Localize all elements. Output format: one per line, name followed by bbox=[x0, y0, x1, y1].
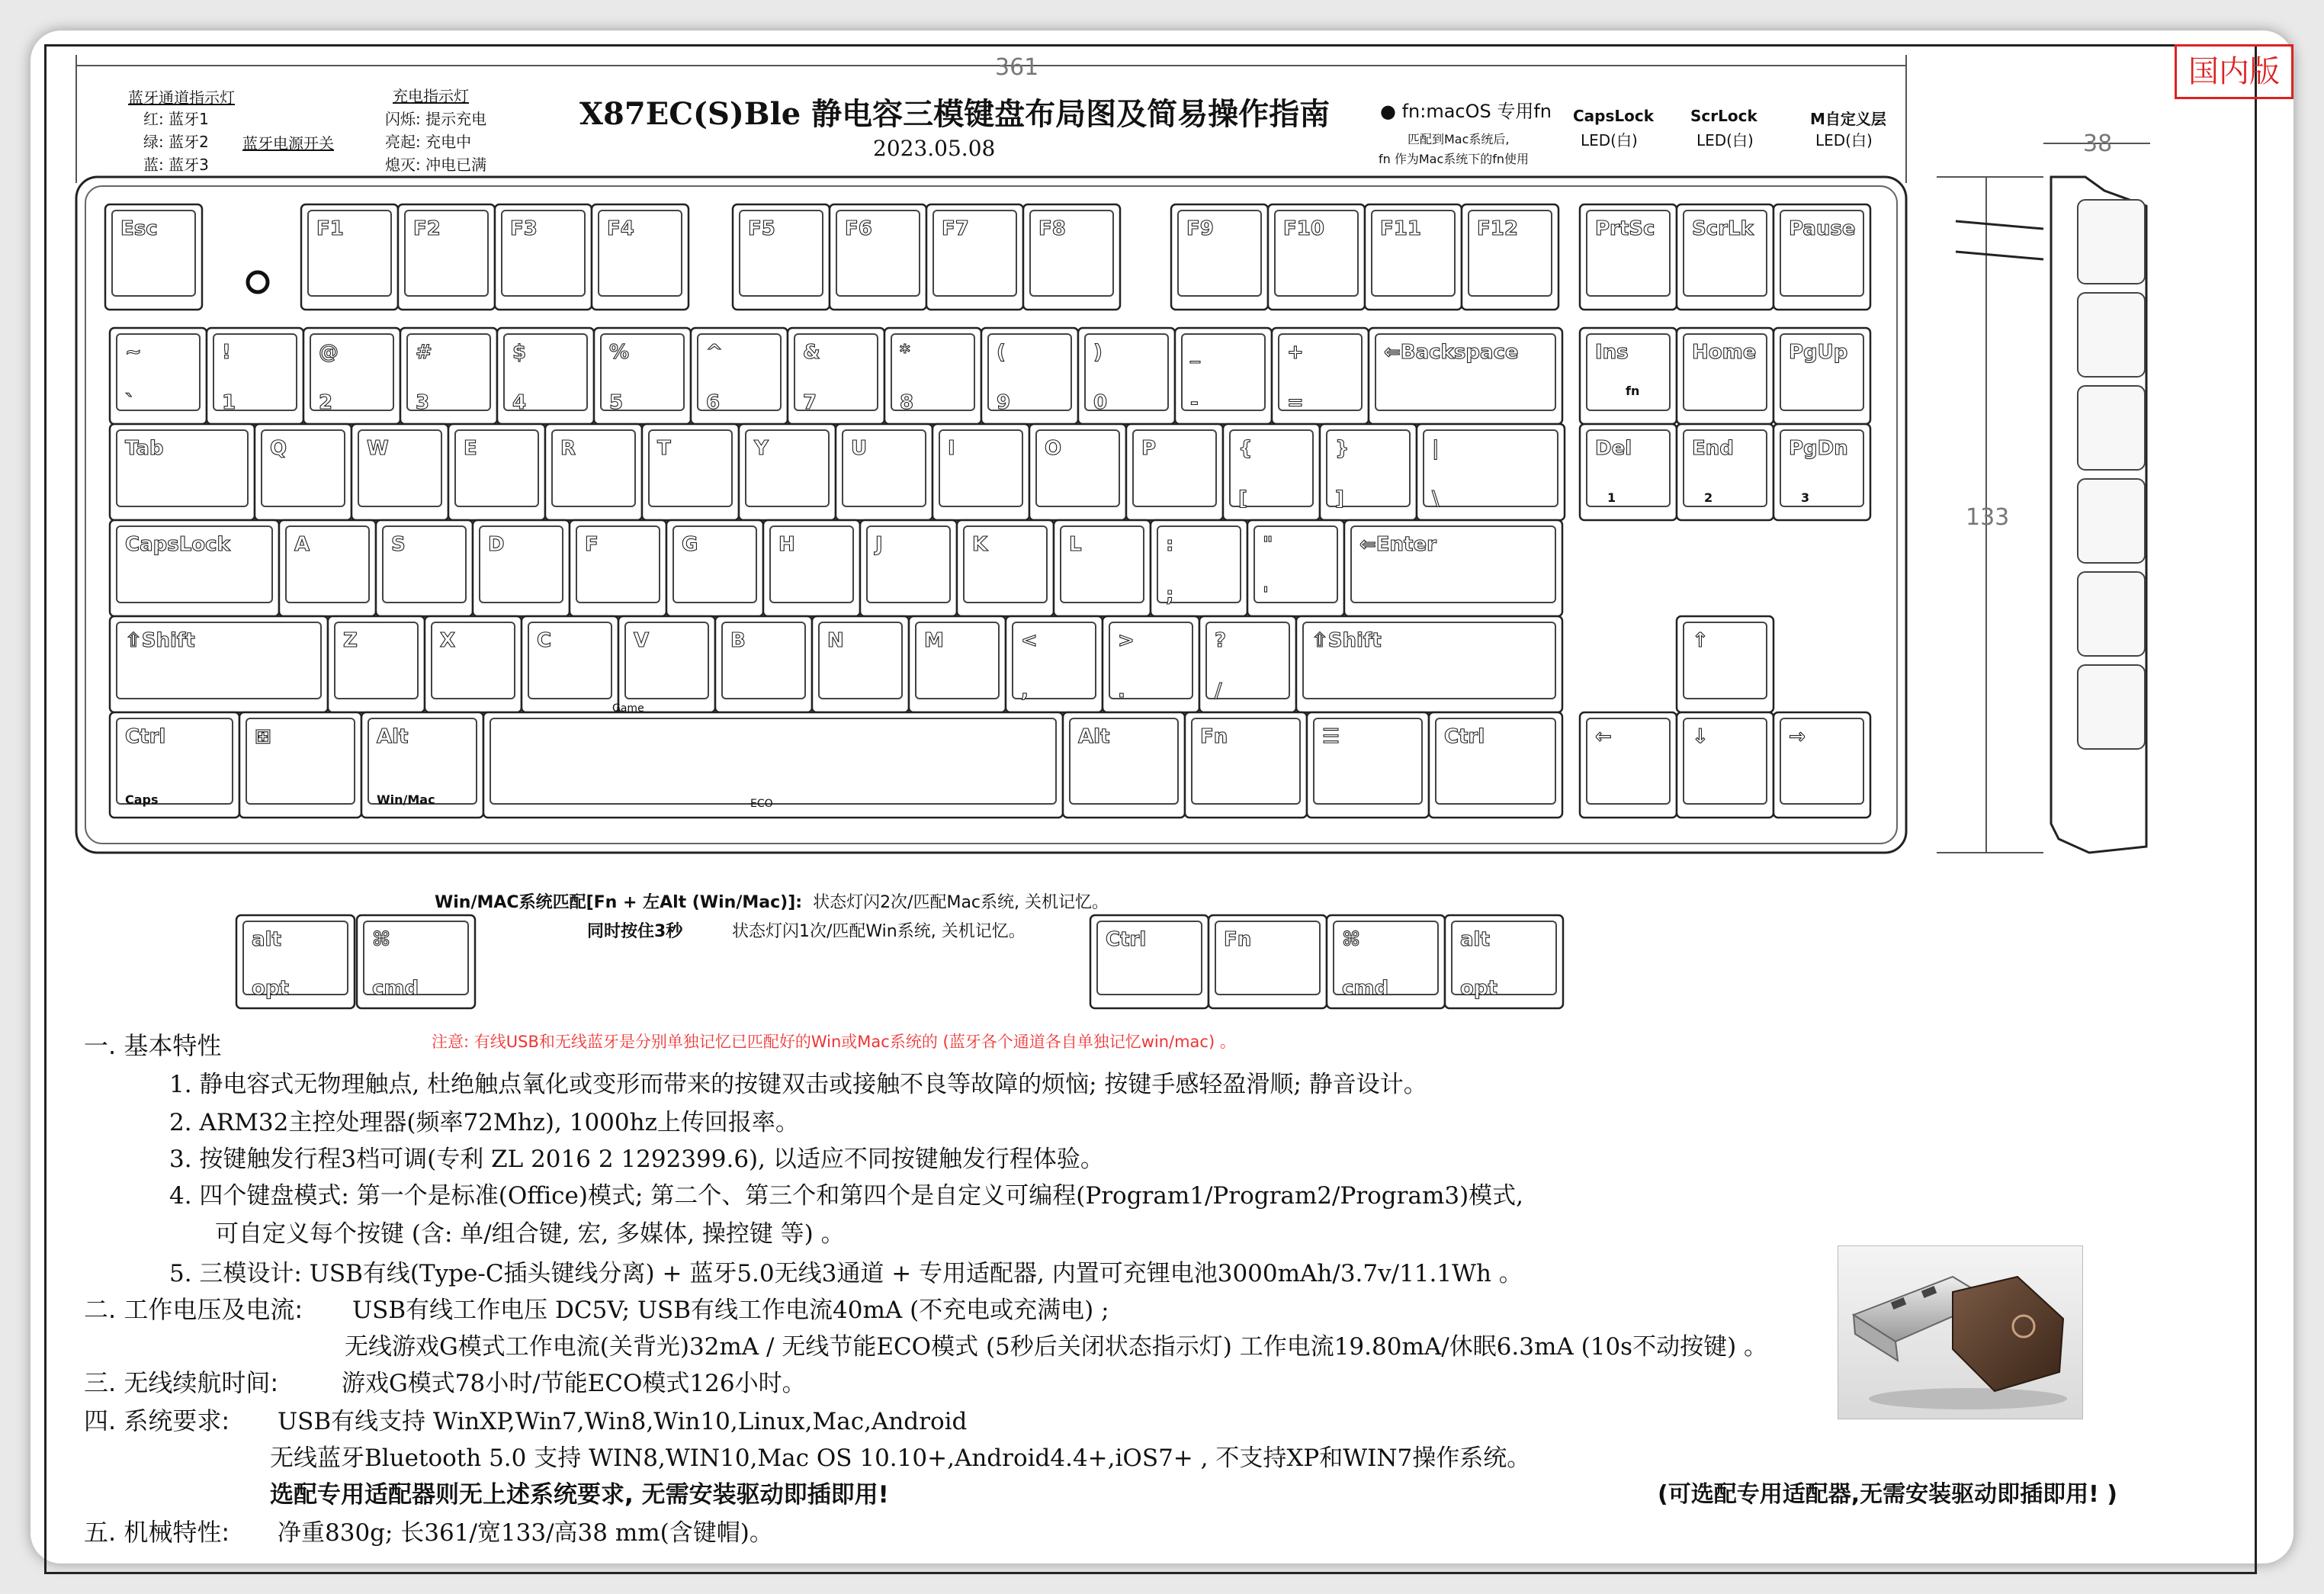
key-tab bbox=[110, 424, 255, 520]
svg-text:F1: F1 bbox=[316, 217, 344, 240]
svg-text:R: R bbox=[560, 437, 576, 460]
pairing-key-win bbox=[1327, 915, 1445, 1008]
svg-text:K: K bbox=[972, 533, 988, 556]
key-l bbox=[1054, 520, 1151, 616]
section-title: 一. 基本特性 bbox=[84, 1031, 222, 1060]
section-title: 三. 无线续航时间: bbox=[84, 1368, 279, 1397]
pairing-win: 状态灯闪1次/匹配Win系统, 关机记忆。 bbox=[732, 922, 1026, 941]
key-q bbox=[255, 424, 351, 520]
key-f bbox=[570, 520, 666, 616]
svg-text:(: ( bbox=[997, 341, 1006, 364]
svg-text:opt: opt bbox=[1460, 977, 1497, 1000]
key-z bbox=[328, 616, 425, 712]
key-number-row bbox=[884, 328, 981, 424]
key-bracket bbox=[1320, 424, 1417, 520]
svg-text:Ctrl: Ctrl bbox=[1106, 928, 1147, 951]
key-ins bbox=[1580, 328, 1677, 424]
key-number-row bbox=[303, 328, 400, 424]
feature-item: 2. ARM32主控处理器(频率72Mhz), 1000hz上传回报率。 bbox=[169, 1109, 799, 1136]
svg-text:Pause: Pause bbox=[1789, 217, 1856, 240]
usb-adapter-photo bbox=[1838, 1245, 2083, 1419]
svg-text:fn: fn bbox=[1626, 384, 1640, 398]
svg-text:F: F bbox=[585, 533, 599, 556]
led-label: ScrLock bbox=[1690, 107, 1757, 125]
key-pgup bbox=[1773, 328, 1870, 424]
svg-text:@: @ bbox=[319, 341, 339, 364]
svg-text:*: * bbox=[900, 341, 910, 364]
charge-indicator-line: 熄灭: 冲电已满 bbox=[385, 156, 487, 174]
svg-text:Y: Y bbox=[754, 437, 769, 460]
svg-text:Ctrl: Ctrl bbox=[125, 725, 166, 748]
section-title: 四. 系统要求: bbox=[84, 1406, 230, 1435]
apple-icon: ● bbox=[1380, 101, 1402, 122]
key-bracket bbox=[1417, 424, 1565, 520]
pairing-key-win bbox=[1209, 915, 1327, 1008]
key-right-shift bbox=[1296, 616, 1562, 712]
svg-text:PgDn: PgDn bbox=[1789, 437, 1848, 460]
key-win bbox=[239, 712, 361, 818]
svg-text:↑: ↑ bbox=[1692, 629, 1709, 652]
key-arrow-right bbox=[1773, 712, 1870, 818]
key-y bbox=[739, 424, 836, 520]
bt-indicator-line: 绿: 蓝牙2 bbox=[143, 133, 209, 151]
key-f2 bbox=[398, 204, 495, 310]
svg-text:←: ← bbox=[1595, 725, 1612, 748]
svg-text:↓: ↓ bbox=[1692, 725, 1709, 748]
svg-text:F11: F11 bbox=[1380, 217, 1421, 240]
doc-date: 2023.05.08 bbox=[873, 136, 996, 161]
key-arrow-left bbox=[1580, 712, 1677, 818]
svg-text:F9: F9 bbox=[1186, 217, 1214, 240]
svg-text:☰: ☰ bbox=[1322, 725, 1340, 748]
svg-text:<: < bbox=[1021, 629, 1038, 652]
height-dimension: 38 bbox=[2083, 130, 2113, 157]
key-d bbox=[473, 520, 570, 616]
mechanical-spec: 净重830g; 长361/宽133/高38 mm(含键帽)。 bbox=[278, 1519, 773, 1547]
key-v bbox=[618, 616, 715, 712]
svg-text:7: 7 bbox=[803, 391, 817, 414]
svg-text:8: 8 bbox=[900, 391, 914, 414]
key-number-row bbox=[207, 328, 303, 424]
svg-text:⊞: ⊞ bbox=[255, 725, 271, 748]
svg-text:Ins: Ins bbox=[1595, 341, 1629, 364]
svg-text:L: L bbox=[1069, 533, 1082, 556]
svg-text:PgUp: PgUp bbox=[1789, 341, 1848, 364]
voltage-line: USB有线工作电压 DC5V; USB有线工作电流40mA (不充电或充满电) ; bbox=[352, 1297, 1109, 1324]
led-sub: LED(白) bbox=[1815, 131, 1873, 149]
key-backspace bbox=[1369, 328, 1562, 424]
key-f4 bbox=[592, 204, 689, 310]
key-right-alt bbox=[1063, 712, 1185, 818]
key-e bbox=[448, 424, 545, 520]
system-line: USB有线支持 WinXP,Win7,Win8,Win10,Linux,Mac,Android bbox=[278, 1408, 968, 1435]
key-j bbox=[860, 520, 957, 616]
svg-text:Del: Del bbox=[1595, 437, 1632, 460]
key-arrow-up bbox=[1677, 616, 1773, 712]
key-esc bbox=[105, 204, 202, 310]
pairing-key-mac bbox=[236, 915, 355, 1008]
key-number-row bbox=[110, 328, 207, 424]
key-h bbox=[763, 520, 860, 616]
svg-text:&: & bbox=[803, 341, 820, 364]
svg-text:V: V bbox=[634, 629, 650, 652]
key-pause bbox=[1773, 204, 1870, 310]
svg-text:M: M bbox=[924, 629, 944, 652]
svg-text:F2: F2 bbox=[413, 217, 441, 240]
key-capslock bbox=[110, 520, 279, 616]
feature-item: 可自定义每个按键 (含: 单/组合键, 宏, 多媒体, 操控键 等) 。 bbox=[215, 1220, 845, 1248]
svg-text:[: [ bbox=[1238, 487, 1247, 510]
depth-dimension: 133 bbox=[1966, 504, 2010, 531]
svg-text:⇧Shift: ⇧Shift bbox=[1311, 629, 1382, 652]
led-sub: LED(白) bbox=[1696, 131, 1754, 149]
svg-text:C: C bbox=[537, 629, 552, 652]
svg-text:U: U bbox=[851, 437, 868, 460]
svg-text:4: 4 bbox=[512, 391, 527, 414]
key-right-ctrl bbox=[1429, 712, 1562, 818]
svg-text:⇐Enter: ⇐Enter bbox=[1359, 533, 1436, 556]
svg-text:Q: Q bbox=[270, 437, 287, 460]
key-number-row bbox=[691, 328, 788, 424]
svg-text:): ) bbox=[1093, 341, 1103, 364]
svg-text:N: N bbox=[827, 629, 844, 652]
key-home bbox=[1677, 328, 1773, 424]
key-nav bbox=[1677, 424, 1773, 520]
page-title: X87EC(S)Ble 静电容三模键盘布局图及简易操作指南 bbox=[579, 96, 1331, 132]
svg-text:End: End bbox=[1692, 437, 1734, 460]
svg-text:CapsLock: CapsLock bbox=[125, 533, 230, 556]
svg-text:>: > bbox=[1118, 629, 1135, 652]
svg-text:⌘: ⌘ bbox=[1342, 928, 1361, 951]
svg-text:!: ! bbox=[222, 341, 231, 364]
svg-text:+: + bbox=[1287, 341, 1304, 364]
key-enter bbox=[1344, 520, 1562, 616]
key-n bbox=[812, 616, 909, 712]
svg-text:D: D bbox=[488, 533, 505, 556]
svg-text:2: 2 bbox=[1704, 490, 1713, 505]
svg-text:W: W bbox=[367, 437, 389, 460]
svg-text:Tab: Tab bbox=[125, 437, 164, 460]
key-left-alt bbox=[361, 712, 483, 818]
svg-text:O: O bbox=[1045, 437, 1062, 460]
pairing-key-mac bbox=[357, 915, 475, 1008]
svg-text:=: = bbox=[1287, 391, 1304, 414]
key-k bbox=[957, 520, 1054, 616]
svg-text:cmd: cmd bbox=[1342, 977, 1389, 1000]
svg-text:;: ; bbox=[1166, 583, 1174, 606]
key-p bbox=[1126, 424, 1223, 520]
feature-item: 5. 三模设计: USB有线(Type-C插头键线分离) + 蓝牙5.0无线3通道 + 专用适配器, 内置可充锂电池3000mAh/3.7v/11.1Wh 。 bbox=[169, 1260, 1523, 1287]
svg-text:F5: F5 bbox=[748, 217, 775, 240]
key-number-row bbox=[981, 328, 1078, 424]
svg-text:?: ? bbox=[1215, 629, 1227, 652]
key-f12 bbox=[1462, 204, 1558, 310]
key-f3 bbox=[495, 204, 592, 310]
key-o bbox=[1029, 424, 1126, 520]
led-label: M自定义层 bbox=[1810, 110, 1886, 128]
svg-text:Home: Home bbox=[1692, 341, 1757, 364]
svg-text:Esc: Esc bbox=[120, 217, 158, 240]
led-sub: LED(白) bbox=[1581, 131, 1638, 149]
svg-text:A: A bbox=[294, 533, 310, 556]
svg-text:Ctrl: Ctrl bbox=[1444, 725, 1485, 748]
svg-text:F12: F12 bbox=[1477, 217, 1518, 240]
svg-text:G: G bbox=[682, 533, 698, 556]
svg-text:3: 3 bbox=[416, 391, 430, 414]
svg-text:H: H bbox=[778, 533, 795, 556]
key-a bbox=[279, 520, 376, 616]
key-r bbox=[545, 424, 642, 520]
svg-text:Caps: Caps bbox=[125, 792, 159, 807]
section-title: 五. 机械特性: bbox=[84, 1518, 230, 1547]
key-menu bbox=[1307, 712, 1429, 818]
svg-text:]: ] bbox=[1335, 487, 1344, 510]
system-line: 无线蓝牙Bluetooth 5.0 支持 WIN8,WIN10,Mac OS 10.10+,Android4.4+,iOS7+ , 不支持XP和WIN7操作系统。 bbox=[270, 1445, 1531, 1472]
svg-text:}: } bbox=[1335, 437, 1350, 460]
key-punct bbox=[1199, 616, 1296, 712]
key-arrow-down bbox=[1677, 712, 1773, 818]
system-line: 选配专用适配器则无上述系统要求, 无需安装驱动即插即用! bbox=[270, 1481, 889, 1509]
key-sublabel: ECO bbox=[750, 798, 773, 810]
svg-text:_: _ bbox=[1190, 341, 1200, 364]
key-c bbox=[522, 616, 618, 712]
feature-item: 1. 静电容式无物理触点, 杜绝触点氧化或变形而带来的按键双击或接触不良等故障的烦恼; 按键手感轻盈滑顺; 静音设计。 bbox=[169, 1071, 1427, 1098]
svg-text:3: 3 bbox=[1801, 490, 1810, 505]
key-f10 bbox=[1268, 204, 1365, 310]
svg-text:F10: F10 bbox=[1283, 217, 1324, 240]
key-f11 bbox=[1365, 204, 1462, 310]
svg-text:F7: F7 bbox=[942, 217, 969, 240]
key-prtsc bbox=[1580, 204, 1677, 310]
key-semicolon bbox=[1151, 520, 1247, 616]
key-f6 bbox=[830, 204, 926, 310]
key-layer bbox=[105, 204, 1870, 818]
svg-text:1: 1 bbox=[1607, 490, 1616, 505]
key-sublabel: Game bbox=[612, 702, 644, 715]
svg-text:6: 6 bbox=[706, 391, 721, 414]
svg-text:⇐Backspace: ⇐Backspace bbox=[1384, 341, 1519, 364]
svg-text:#: # bbox=[416, 341, 432, 364]
svg-text:1: 1 bbox=[222, 391, 236, 414]
svg-text:.: . bbox=[1118, 680, 1125, 702]
bt-power-label: 蓝牙电源开关 bbox=[242, 134, 334, 153]
svg-text:S: S bbox=[391, 533, 406, 556]
svg-text:F6: F6 bbox=[845, 217, 872, 240]
charge-indicator-line: 闪烁: 提示充电 bbox=[385, 110, 487, 128]
svg-text:|: | bbox=[1432, 437, 1440, 460]
key-nav bbox=[1773, 424, 1870, 520]
key-b bbox=[715, 616, 812, 712]
svg-text:': ' bbox=[1263, 583, 1269, 606]
svg-text:PrtSc: PrtSc bbox=[1595, 217, 1655, 240]
key-u bbox=[836, 424, 932, 520]
key-x bbox=[425, 616, 522, 712]
svg-text:^: ^ bbox=[706, 341, 723, 364]
svg-text:2: 2 bbox=[319, 391, 333, 414]
pairing-line: Win/MAC系统匹配[Fn + 左Alt (Win/Mac)]: 状态灯闪2次/匹配Mac系统, 关机记忆。 bbox=[435, 893, 1109, 912]
key-w bbox=[351, 424, 448, 520]
svg-text:": " bbox=[1263, 533, 1273, 556]
key-number-row bbox=[1175, 328, 1272, 424]
svg-text:B: B bbox=[730, 629, 746, 652]
key-f1 bbox=[301, 204, 398, 310]
svg-text:~: ~ bbox=[125, 341, 142, 364]
svg-text:Alt: Alt bbox=[377, 725, 409, 748]
svg-text:F3: F3 bbox=[510, 217, 538, 240]
battery-life: 游戏G模式78小时/节能ECO模式126小时。 bbox=[342, 1370, 806, 1397]
feature-item: 3. 按键触发行程3档可调(专利 ZL 2016 2 1292399.6), 以适应不同按键触发行程体验。 bbox=[169, 1146, 1104, 1173]
svg-text:\: \ bbox=[1432, 487, 1440, 510]
svg-text:ScrLk: ScrLk bbox=[1692, 217, 1754, 240]
key-left-shift bbox=[110, 616, 328, 712]
svg-text:{: { bbox=[1238, 437, 1253, 460]
bt-indicator-title: 蓝牙通道指示灯 bbox=[128, 88, 235, 107]
mac-fn-label: ● fn:macOS 专用fn bbox=[1380, 101, 1552, 122]
svg-text:E: E bbox=[464, 437, 477, 460]
bt-indicator-line: 蓝: 蓝牙3 bbox=[143, 156, 209, 174]
svg-text:P: P bbox=[1141, 437, 1157, 460]
svg-text:I: I bbox=[948, 437, 955, 460]
key-number-row bbox=[400, 328, 497, 424]
key-quote bbox=[1247, 520, 1344, 616]
power-button-icon bbox=[248, 272, 268, 292]
svg-text:alt: alt bbox=[252, 928, 281, 951]
voltage-line: 无线游戏G模式工作电流(关背光)32mA / 无线节能ECO模式 (5秒后关闭状态指示灯) 工作电流19.80mA/休眠6.3mA (10s不动按键) 。 bbox=[345, 1333, 1768, 1361]
key-number-row bbox=[1078, 328, 1175, 424]
key-s bbox=[376, 520, 473, 616]
key-number-row bbox=[1272, 328, 1369, 424]
svg-text:%: % bbox=[609, 341, 630, 364]
svg-text:-: - bbox=[1190, 391, 1199, 414]
svg-text::: : bbox=[1166, 533, 1174, 556]
key-scrlk bbox=[1677, 204, 1773, 310]
key-g bbox=[666, 520, 763, 616]
width-dimension: 361 bbox=[995, 54, 1039, 81]
key-number-row bbox=[497, 328, 594, 424]
key-space bbox=[483, 712, 1063, 818]
svg-text:Fn: Fn bbox=[1224, 928, 1252, 951]
svg-text:Z: Z bbox=[343, 629, 358, 652]
pairing-key-win bbox=[1445, 915, 1563, 1008]
svg-text:,: , bbox=[1021, 680, 1029, 702]
key-t bbox=[642, 424, 739, 520]
key-number-row bbox=[594, 328, 691, 424]
memory-note: 注意: 有线USB和无线蓝牙是分别单独记忆已匹配好的Win或Mac系统的 (蓝牙各个通道各自单独记忆win/mac) 。 bbox=[432, 1033, 1236, 1051]
bt-indicator-line: 红: 蓝牙1 bbox=[143, 110, 209, 128]
key-punct bbox=[1006, 616, 1103, 712]
svg-text:Fn: Fn bbox=[1200, 725, 1228, 748]
svg-text:⇧Shift: ⇧Shift bbox=[125, 629, 195, 652]
charge-indicator-title: 充电指示灯 bbox=[393, 87, 469, 105]
svg-text:→: → bbox=[1789, 725, 1806, 748]
pairing-keys bbox=[0, 908, 2324, 1014]
pairing-key-win bbox=[1090, 915, 1209, 1008]
led-label: CapsLock bbox=[1573, 107, 1655, 125]
key-i bbox=[932, 424, 1029, 520]
key-f8 bbox=[1023, 204, 1120, 310]
pairing-hold: 同时按住3秒 bbox=[587, 922, 683, 941]
mac-fn-note: fn 作为Mac系统下的fn使用 bbox=[1379, 152, 1530, 166]
key-m bbox=[909, 616, 1006, 712]
svg-text:0: 0 bbox=[1093, 391, 1108, 414]
svg-text:T: T bbox=[657, 437, 671, 460]
mac-fn-note: 匹配到Mac系统后, bbox=[1408, 132, 1510, 146]
svg-text:X: X bbox=[440, 629, 456, 652]
svg-text:⌘: ⌘ bbox=[372, 928, 391, 951]
svg-text:5: 5 bbox=[609, 391, 624, 414]
svg-text:F4: F4 bbox=[607, 217, 634, 240]
svg-text:opt: opt bbox=[252, 977, 289, 1000]
key-nav bbox=[1580, 424, 1677, 520]
svg-text:9: 9 bbox=[997, 391, 1011, 414]
adapter-note: (可选配专用适配器,无需安装驱动即插即用! ) bbox=[1658, 1481, 2117, 1508]
svg-text:J: J bbox=[875, 533, 883, 556]
key-f5 bbox=[733, 204, 830, 310]
svg-text:Alt: Alt bbox=[1078, 725, 1110, 748]
svg-text:/: / bbox=[1215, 680, 1222, 702]
svg-text:F8: F8 bbox=[1038, 217, 1066, 240]
svg-text:alt: alt bbox=[1460, 928, 1490, 951]
svg-text:Win/Mac: Win/Mac bbox=[377, 792, 435, 807]
svg-text:cmd: cmd bbox=[372, 977, 419, 1000]
charge-indicator-line: 亮起: 充电中 bbox=[385, 133, 472, 151]
key-left-ctrl bbox=[110, 712, 239, 818]
region-tag: 国内版 bbox=[2175, 44, 2294, 99]
feature-item: 4. 四个键盘模式: 第一个是标准(Office)模式; 第二个、第三个和第四个是自定义可编程(Program1/Program2/Program3)模式, bbox=[169, 1182, 1524, 1210]
svg-text:`: ` bbox=[125, 391, 135, 414]
svg-text:$: $ bbox=[512, 341, 527, 364]
key-bracket bbox=[1223, 424, 1320, 520]
section-title: 二. 工作电压及电流: bbox=[84, 1295, 303, 1324]
key-f7 bbox=[926, 204, 1023, 310]
key-punct bbox=[1103, 616, 1199, 712]
key-number-row bbox=[788, 328, 884, 424]
key-f9 bbox=[1171, 204, 1268, 310]
key-fn bbox=[1185, 712, 1307, 818]
